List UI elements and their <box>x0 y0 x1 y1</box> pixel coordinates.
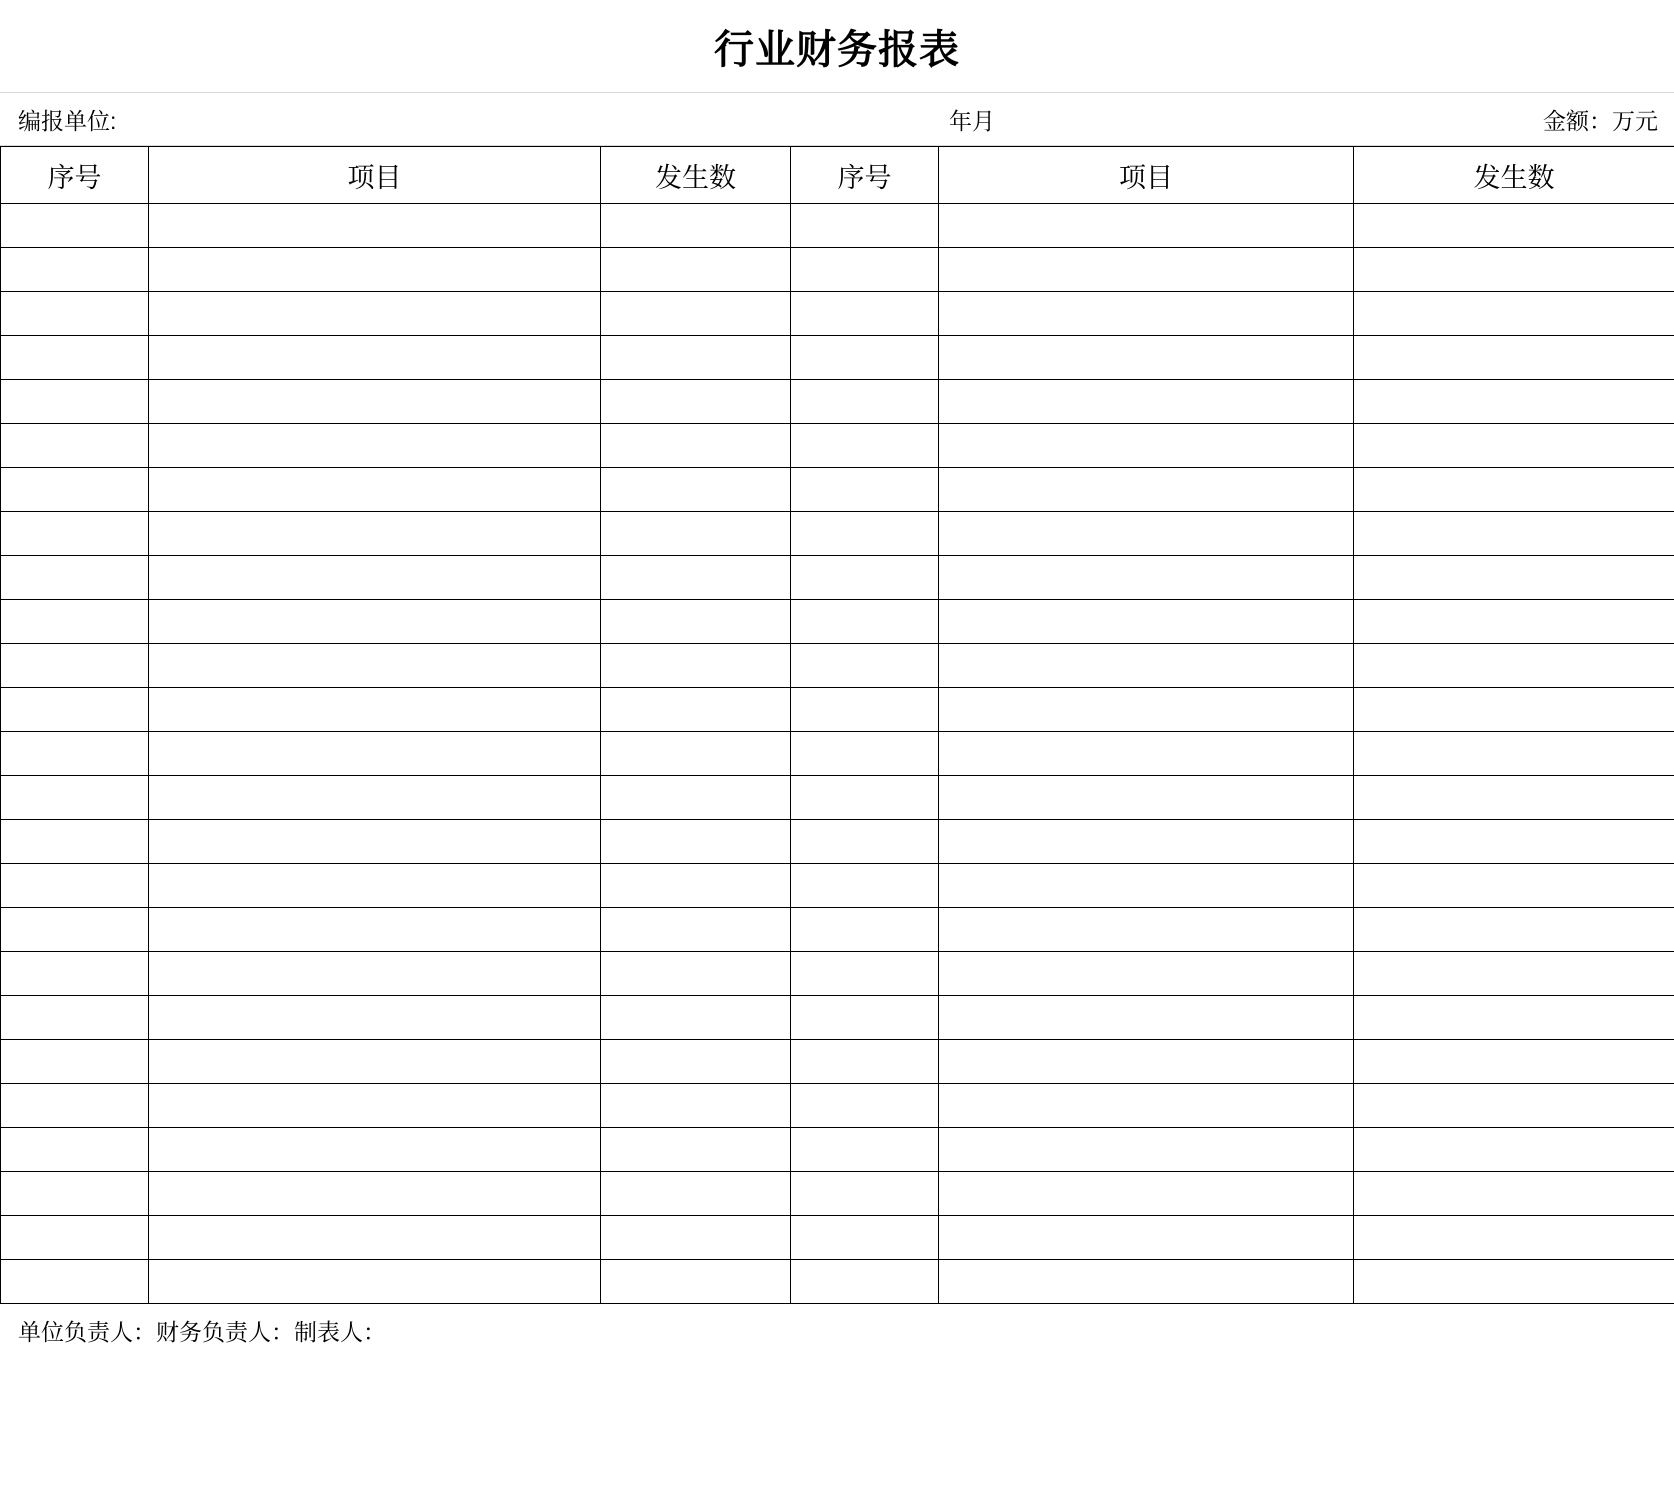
table-cell[interactable] <box>149 908 601 952</box>
table-cell[interactable] <box>1354 556 1674 600</box>
table-cell[interactable] <box>601 952 791 996</box>
table-cell[interactable] <box>1 380 149 424</box>
table-cell[interactable] <box>791 952 939 996</box>
table-cell[interactable] <box>791 996 939 1040</box>
table-cell[interactable] <box>1 776 149 820</box>
column-header-item-right: 项目 <box>939 147 1354 204</box>
table-row <box>1 380 1674 424</box>
table-cell[interactable] <box>939 820 1354 864</box>
table-cell[interactable] <box>1 468 149 512</box>
table-cell[interactable] <box>1354 1172 1674 1216</box>
table-cell[interactable] <box>939 468 1354 512</box>
table-cell[interactable] <box>1354 776 1674 820</box>
table-row <box>1 468 1674 512</box>
table-row <box>1 864 1674 908</box>
table-cell[interactable] <box>791 380 939 424</box>
table-cell[interactable] <box>149 204 601 248</box>
table-cell[interactable] <box>1 688 149 732</box>
table-cell[interactable] <box>601 380 791 424</box>
table-cell[interactable] <box>149 424 601 468</box>
table-header <box>1 147 1674 204</box>
table-cell[interactable] <box>1 1040 149 1084</box>
table-cell[interactable] <box>1 732 149 776</box>
table-cell[interactable] <box>1354 380 1674 424</box>
table-cell[interactable] <box>1354 864 1674 908</box>
table-cell[interactable] <box>149 1040 601 1084</box>
table-cell[interactable] <box>939 556 1354 600</box>
table-cell[interactable] <box>1354 512 1674 556</box>
table-cell[interactable] <box>791 600 939 644</box>
table-row <box>1 204 1674 248</box>
table-cell[interactable] <box>149 380 601 424</box>
table-cell[interactable] <box>939 644 1354 688</box>
table-cell[interactable] <box>149 1172 601 1216</box>
table-cell[interactable] <box>1354 820 1674 864</box>
table-row <box>1 996 1674 1040</box>
table-cell[interactable] <box>149 776 601 820</box>
table-row <box>1 1040 1674 1084</box>
table-cell[interactable] <box>1354 424 1674 468</box>
signature-labels: 单位负责人：财务负责人：制表人： <box>18 1318 386 1345</box>
table-cell[interactable] <box>1 644 149 688</box>
table-cell[interactable] <box>149 732 601 776</box>
table-cell[interactable] <box>149 292 601 336</box>
table-row <box>1 336 1674 380</box>
footer-signature-row <box>0 1304 1674 1356</box>
table-cell[interactable] <box>149 1216 601 1260</box>
table-cell[interactable] <box>1354 292 1674 336</box>
table-row <box>1 556 1674 600</box>
table-cell[interactable] <box>601 468 791 512</box>
table-cell[interactable] <box>1354 1128 1674 1172</box>
table-cell[interactable] <box>939 776 1354 820</box>
table-cell[interactable] <box>939 1084 1354 1128</box>
table-cell[interactable] <box>1 336 149 380</box>
table-cell[interactable] <box>791 864 939 908</box>
table-cell[interactable] <box>939 1040 1354 1084</box>
column-header-sn-right: 序号 <box>791 147 939 204</box>
table-cell[interactable] <box>939 1260 1354 1304</box>
table-cell[interactable] <box>1354 1040 1674 1084</box>
column-header-amount-right: 发生数 <box>1354 147 1674 204</box>
table-row <box>1 820 1674 864</box>
table-cell[interactable] <box>149 996 601 1040</box>
table-cell[interactable] <box>1 600 149 644</box>
table-row <box>1 1216 1674 1260</box>
table-row <box>1 292 1674 336</box>
table-cell[interactable] <box>1 424 149 468</box>
table-cell[interactable] <box>601 1260 791 1304</box>
table-cell[interactable] <box>149 512 601 556</box>
table-cell[interactable] <box>1354 248 1674 292</box>
table-cell[interactable] <box>1 556 149 600</box>
table-row <box>1 1260 1674 1304</box>
table-cell[interactable] <box>791 248 939 292</box>
table-cell[interactable] <box>791 1040 939 1084</box>
table-cell[interactable] <box>791 1128 939 1172</box>
table-cell[interactable] <box>1354 336 1674 380</box>
table-cell[interactable] <box>939 380 1354 424</box>
table-cell[interactable] <box>601 600 791 644</box>
table-cell[interactable] <box>1 1260 149 1304</box>
reporting-unit-label: 编报单位: <box>18 107 117 134</box>
table-cell[interactable] <box>1354 644 1674 688</box>
table-cell[interactable] <box>149 1128 601 1172</box>
table-cell[interactable] <box>939 952 1354 996</box>
table-cell[interactable] <box>939 1172 1354 1216</box>
table-cell[interactable] <box>791 336 939 380</box>
table-row <box>1 776 1674 820</box>
table-cell[interactable] <box>1 1084 149 1128</box>
table-cell[interactable] <box>1354 996 1674 1040</box>
column-header-item-left: 项目 <box>149 147 601 204</box>
table-cell[interactable] <box>791 1172 939 1216</box>
table-cell[interactable] <box>601 204 791 248</box>
table-cell[interactable] <box>601 732 791 776</box>
table-cell[interactable] <box>1354 908 1674 952</box>
table-header-row <box>1 147 1674 204</box>
table-cell[interactable] <box>939 424 1354 468</box>
table-cell[interactable] <box>601 336 791 380</box>
table-cell[interactable] <box>601 644 791 688</box>
table-cell[interactable] <box>149 600 601 644</box>
table-body <box>1 204 1674 1304</box>
table-cell[interactable] <box>1 248 149 292</box>
table-cell[interactable] <box>791 1084 939 1128</box>
table-cell[interactable] <box>1354 952 1674 996</box>
table-row <box>1 952 1674 996</box>
table-cell[interactable] <box>791 204 939 248</box>
table-cell[interactable] <box>791 1216 939 1260</box>
table-cell[interactable] <box>601 1172 791 1216</box>
table-cell[interactable] <box>791 556 939 600</box>
table-cell[interactable] <box>149 336 601 380</box>
table-row <box>1 1172 1674 1216</box>
table-cell[interactable] <box>601 864 791 908</box>
table-cell[interactable] <box>1354 204 1674 248</box>
title-row <box>0 0 1674 93</box>
table-cell[interactable] <box>791 688 939 732</box>
amount-unit-label: 金额：万元 <box>1543 107 1658 134</box>
table-cell[interactable] <box>1354 468 1674 512</box>
table-cell[interactable] <box>149 1084 601 1128</box>
table-cell[interactable] <box>939 864 1354 908</box>
table-cell[interactable] <box>1 952 149 996</box>
table-cell[interactable] <box>791 776 939 820</box>
table-cell[interactable] <box>939 1128 1354 1172</box>
table-cell[interactable] <box>1 820 149 864</box>
table-cell[interactable] <box>1354 732 1674 776</box>
table-cell[interactable] <box>1 512 149 556</box>
table-cell[interactable] <box>939 336 1354 380</box>
table-cell[interactable] <box>939 248 1354 292</box>
table-cell[interactable] <box>601 424 791 468</box>
table-cell[interactable] <box>149 468 601 512</box>
table-cell[interactable] <box>601 1084 791 1128</box>
table-cell[interactable] <box>939 512 1354 556</box>
meta-row <box>0 93 1674 146</box>
table-row <box>1 424 1674 468</box>
table-cell[interactable] <box>939 688 1354 732</box>
table-cell[interactable] <box>1 1216 149 1260</box>
report-table <box>0 146 1674 1304</box>
table-row <box>1 1128 1674 1172</box>
table-cell[interactable] <box>791 292 939 336</box>
table-cell[interactable] <box>1354 600 1674 644</box>
table-cell[interactable] <box>601 908 791 952</box>
table-cell[interactable] <box>1354 1260 1674 1304</box>
table-cell[interactable] <box>601 292 791 336</box>
table-cell[interactable] <box>601 556 791 600</box>
table-cell[interactable] <box>791 908 939 952</box>
table-cell[interactable] <box>601 688 791 732</box>
table-row <box>1 600 1674 644</box>
table-cell[interactable] <box>149 644 601 688</box>
table-cell[interactable] <box>939 600 1354 644</box>
table-row <box>1 908 1674 952</box>
table-cell[interactable] <box>1 204 149 248</box>
table-cell[interactable] <box>939 204 1354 248</box>
table-cell[interactable] <box>601 1128 791 1172</box>
table-cell[interactable] <box>1 1128 149 1172</box>
table-cell[interactable] <box>601 1216 791 1260</box>
table-cell[interactable] <box>791 468 939 512</box>
table-cell[interactable] <box>601 820 791 864</box>
table-cell[interactable] <box>791 644 939 688</box>
table-row <box>1 732 1674 776</box>
table-cell[interactable] <box>149 1260 601 1304</box>
table-cell[interactable] <box>149 556 601 600</box>
table-cell[interactable] <box>939 908 1354 952</box>
table-row <box>1 688 1674 732</box>
table-cell[interactable] <box>939 1216 1354 1260</box>
table-cell[interactable] <box>791 424 939 468</box>
column-header-amount-left: 发生数 <box>601 147 791 204</box>
table-cell[interactable] <box>939 732 1354 776</box>
table-cell[interactable] <box>1 292 149 336</box>
period-label: 年月 <box>949 107 995 134</box>
table-cell[interactable] <box>149 248 601 292</box>
table-cell[interactable] <box>1 1172 149 1216</box>
table-row <box>1 248 1674 292</box>
table-cell[interactable] <box>1 996 149 1040</box>
table-cell[interactable] <box>601 248 791 292</box>
table-cell[interactable] <box>601 996 791 1040</box>
table-cell[interactable] <box>601 1040 791 1084</box>
table-cell[interactable] <box>1354 688 1674 732</box>
table-cell[interactable] <box>1 864 149 908</box>
page-title: 行业财务报表 <box>714 27 960 72</box>
table-cell[interactable] <box>149 688 601 732</box>
table-row <box>1 644 1674 688</box>
table-cell[interactable] <box>791 732 939 776</box>
table-cell[interactable] <box>1354 1084 1674 1128</box>
column-header-sn-left: 序号 <box>1 147 149 204</box>
table-cell[interactable] <box>149 952 601 996</box>
table-cell[interactable] <box>1354 1216 1674 1260</box>
table-cell[interactable] <box>601 776 791 820</box>
table-cell[interactable] <box>939 292 1354 336</box>
table-row <box>1 512 1674 556</box>
table-row <box>1 1084 1674 1128</box>
table-cell[interactable] <box>601 512 791 556</box>
table-cell[interactable] <box>791 820 939 864</box>
table-cell[interactable] <box>791 512 939 556</box>
table-cell[interactable] <box>149 820 601 864</box>
table-cell[interactable] <box>791 1260 939 1304</box>
table-cell[interactable] <box>1 908 149 952</box>
table-cell[interactable] <box>939 996 1354 1040</box>
table-cell[interactable] <box>149 864 601 908</box>
